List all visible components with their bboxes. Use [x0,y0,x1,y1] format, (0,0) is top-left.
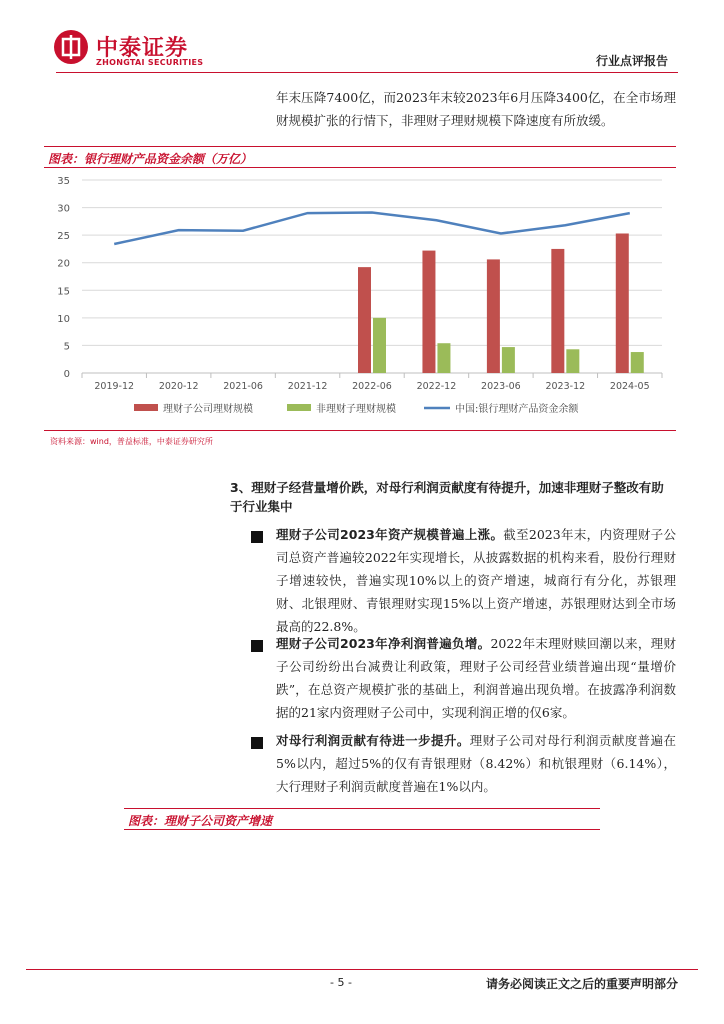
bar-wmc [358,267,371,373]
bullet-3-body: 理财子公司对母行利润贡献度普遍在5%以内，超过5%的仅有青银理财（8.42%）和杭银理财（6.14%），大行理财子利润贡献度普遍在1%以内。 [276,733,676,794]
figure1-caption: 图表：银行理财产品资金余额（万亿） [44,146,676,168]
series-line-balance [114,213,630,244]
y-tick-label: 30 [57,203,70,215]
bar-non-wmc [502,347,515,373]
bullet-3-lead: 对母行利润贡献有待进一步提升。 [276,733,470,748]
bar-non-wmc [437,343,450,373]
legend-label: 理财子公司理财规模 [163,404,253,415]
logo-mark-icon [54,30,88,64]
footer-divider [26,969,698,970]
bar-wmc [487,259,500,373]
x-tick-label: 2024-05 [609,381,650,392]
y-tick-label: 25 [57,231,70,243]
bar-non-wmc [631,352,644,373]
bullet-3-marker [251,737,263,749]
legend-label: 中国:银行理财产品资金余额 [455,404,579,415]
bullet-1-lead: 理财子公司2023年资产规模普遍上涨。 [276,527,504,542]
company-logo [54,30,224,74]
legend-swatch [134,404,158,411]
y-tick-label: 15 [57,286,70,298]
x-tick-label: 2019-12 [94,381,135,392]
bullet-2-paragraph [276,632,676,724]
x-tick-label: 2021-12 [287,381,328,392]
y-tick-label: 10 [57,313,70,325]
figure1-divider [44,430,676,431]
x-tick-label: 2023-12 [545,381,586,392]
page-number: - 5 - [330,976,352,989]
intro-paragraph: 年末压降7400亿，而2023年末较2023年6月压降3400亿，在全市场理财规模扩张的行情下，非理财子理财规模下降速度有所放缓。 [276,90,676,128]
x-tick-label: 2022-12 [416,381,457,392]
bar-wmc [422,251,435,373]
legend-swatch [287,404,311,411]
disclaimer-note: 请务必阅读正文之后的重要声明部分 [485,977,678,991]
bullet-3-paragraph [276,729,676,798]
x-tick-label: 2020-12 [158,381,199,392]
bar-non-wmc [566,349,579,373]
y-tick-label: 0 [63,369,70,380]
bullet-1-marker [251,531,263,543]
logo-text-en: ZHONGTAI SECURITIES [96,58,204,67]
bar-wmc [616,233,629,373]
bar-non-wmc [373,318,386,373]
bullet-2-marker [251,640,263,652]
x-tick-label: 2023-06 [481,381,521,392]
y-tick-label: 5 [63,341,70,353]
figure1-source: 资料来源：wind，普益标准，中泰证券研究所 [50,437,213,446]
logo-text-cn: 中泰证券 [96,36,189,61]
section3-heading: 3、理财子经营量增价跌，对母行利润贡献度有待提升，加速非理财子整改有助于行业集中 [230,480,664,514]
report-type: 行业点评报告 [595,54,668,68]
bullet-2-lead: 理财子公司2023年净利润普遍负增。 [276,636,491,651]
bar-wmc [551,249,564,373]
x-tick-label: 2021-06 [223,381,263,392]
x-tick-label: 2022-06 [352,381,392,392]
legend-label: 非理财子理财规模 [316,404,396,415]
header-divider [56,72,678,73]
y-tick-label: 35 [57,176,70,187]
bullet-1-body: 截至2023年末，内资理财子公司总资产普遍较2022年实现增长，从披露数据的机构来看，股份行理财子增速较快，普遍实现10%以上的资产增速，城商行有分化，苏银理财、北银理财、青银理财实现15%以上资产增速，苏银理财达到全市场最高的22.8%。 [276,527,676,634]
wealth-fund-balance-chart [44,168,676,430]
bullet-2-body: 2022年末理财赎回潮以来，理财子公司纷纷出台减费让利政策，理财子公司经营业绩普遍出现“量增价跌”，在总资产规模扩张的基础上，利润普遍出现负增。在披露净利润数据的21家内资理财子公司中，实现利润正增的仅6家。 [276,636,676,720]
bullet-1-paragraph [276,523,676,638]
figure2-caption: 图表：理财子公司资产增速 [124,808,600,830]
y-tick-label: 20 [57,258,70,270]
